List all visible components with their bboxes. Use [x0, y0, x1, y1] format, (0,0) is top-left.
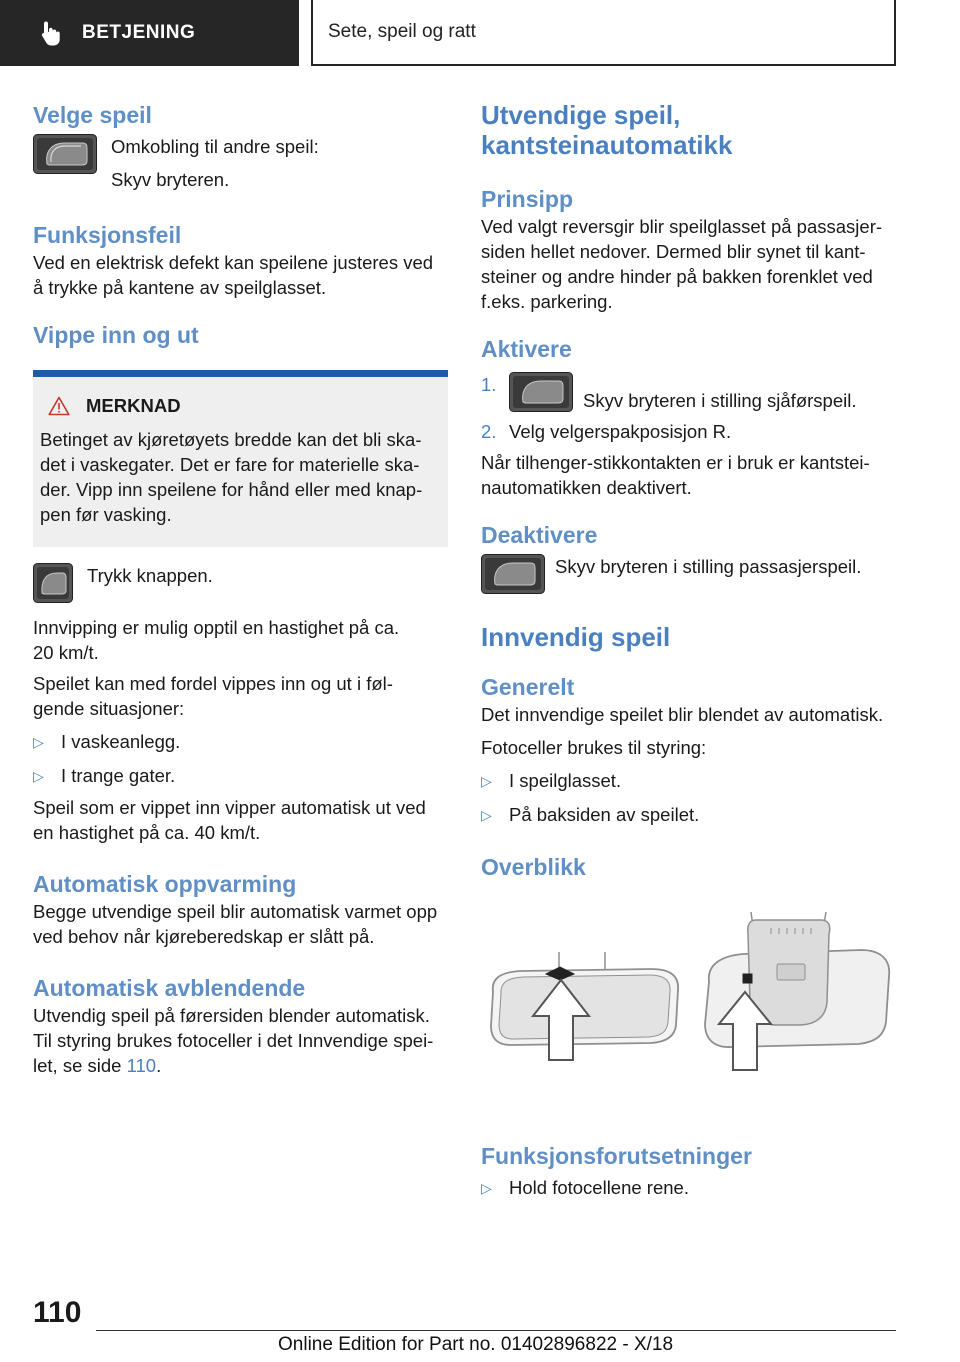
step-text: Skyv bryteren i stilling sjåførspeil.: [583, 390, 857, 411]
note-box: [33, 370, 448, 547]
mirror-front-view: [491, 952, 678, 1060]
bullet-text: I speilglasset.: [509, 770, 622, 791]
deaktivere-text: Skyv bryteren i stilling passasjerspeil.: [555, 556, 862, 577]
heading-deaktivere: Deaktivere: [481, 522, 598, 548]
fold-button-text: Trykk knappen.: [87, 565, 213, 586]
funksjonsfeil-text: Ved en elektrisk defekt kan speilene justeres ved å trykke på kantene av speilglasset.: [33, 252, 434, 298]
chapter-title: Sete, speil og ratt: [328, 21, 476, 42]
heading-generelt: Generelt: [481, 674, 575, 700]
deaktivere-row: [481, 554, 896, 594]
avblendende-text: [33, 1003, 448, 1078]
mirror-switch-icon: [33, 134, 97, 174]
vippe-p1a: Innvipping er mulig opptil en hastighet på ca.: [33, 617, 400, 638]
heading-velge-speil: Velge speil: [33, 102, 152, 128]
triangle-bullet-icon: ▷: [33, 768, 44, 784]
note-header: [40, 395, 440, 417]
bullet-text: I vaskeanlegg.: [61, 731, 181, 752]
triangle-bullet-icon: ▷: [481, 773, 492, 789]
heading-oppvarming: Automatisk oppvarming: [33, 871, 297, 897]
triangle-bullet-icon: ▷: [481, 807, 492, 823]
step-number: 2.: [481, 421, 497, 442]
fold-button-row: [33, 563, 448, 603]
note-title: MERKNAD: [86, 395, 181, 416]
bullet-text: Hold fotocellene rene.: [509, 1177, 689, 1198]
vippe-p1b: 20 km/t.: [33, 642, 99, 663]
generelt-text: Det innvendige speilet blir blendet av automatisk.: [481, 704, 884, 725]
velge-row: [33, 134, 448, 192]
list-item: [33, 763, 448, 789]
page-number: 110: [33, 1296, 82, 1329]
section-tab: [0, 0, 299, 66]
oppvarming-text: Begge utvendige speil blir automatisk varmet opp ved behov når kjøreberedskap er slått på.: [33, 901, 438, 947]
heading-kantstein-l1: Utvendige speil,: [481, 100, 681, 130]
heading-avblendende: Automatisk avblendende: [33, 975, 306, 1001]
generelt-text-2: Fotoceller brukes til styring:: [481, 737, 707, 758]
aktivere-text: Når tilhenger-stikkontakten er i bruk er kantstei- nautomatikken deaktivert.: [481, 452, 870, 498]
step-text: Velg velgerspakposisjon R.: [509, 421, 732, 442]
mirror-switch-icon: [481, 554, 545, 594]
page-header: [0, 0, 960, 66]
fold-mirror-button-icon: [33, 563, 73, 603]
list-item: [481, 1175, 896, 1201]
section-name: BETJENING: [82, 22, 196, 43]
heading-overblikk: Overblikk: [481, 854, 586, 880]
hand-pointer-icon: [40, 20, 64, 46]
heading-funksjonsfeil: Funksjonsfeil: [33, 222, 182, 248]
right-column: [481, 100, 896, 1201]
heading-innvendig: Innvendig speil: [481, 622, 671, 652]
heading-vippe: Vippe inn og ut: [33, 322, 199, 348]
heading-prinsipp: Prinsipp: [481, 186, 574, 212]
list-item: [33, 729, 448, 755]
triangle-bullet-icon: ▷: [481, 1180, 492, 1196]
list-item: [481, 802, 896, 828]
avblendende-body: Utvendig speil på førersiden blender automatisk. Til styring brukes fotoceller i det Innvendige spei- let, se side: [33, 1005, 434, 1076]
mirror-switch-icon: [509, 372, 573, 412]
prinsipp-text: Ved valgt reversgir blir speilglasset på passasjer- siden hellet nedover. Dermed blir synet til kant- steiner og andre hinder på bakken forenklet ved f.eks. parkering.: [481, 216, 883, 312]
triangle-bullet-icon: ▷: [33, 734, 44, 750]
bullet-text: På baksiden av speilet.: [509, 804, 700, 825]
heading-forutsetninger: Funksjonsforutsetninger: [481, 1143, 752, 1169]
left-column: [33, 100, 448, 1078]
warning-icon: [48, 396, 70, 416]
note-text: Betinget av kjøretøyets bredde kan det bli ska- det i vaskegater. Det er fare for materielle ska- der. Vipp inn speilene for hånd eller med knap- pen før vasking.: [40, 429, 423, 525]
heading-kantstein-l2: kantsteinautomatikk: [481, 130, 733, 160]
list-item: [481, 419, 896, 444]
bullet-text: I trange gater.: [61, 765, 176, 786]
vippe-p3: Speil som er vippet inn vipper automatisk ut ved en hastighet på ca. 40 km/t.: [33, 797, 426, 843]
vippe-p2: Speilet kan med fordel vippes inn og ut i føl- gende situasjoner:: [33, 673, 393, 719]
edition-text: Online Edition for Part no. 01402896822 - X/18: [278, 1334, 674, 1355]
velge-line-1: Omkobling til andre speil:: [111, 136, 319, 157]
chapter-box: [311, 0, 896, 66]
heading-aktivere: Aktivere: [481, 336, 572, 362]
list-item: [481, 768, 896, 794]
velge-line-2: Skyv bryteren.: [111, 169, 230, 190]
avblendende-end: .: [156, 1055, 162, 1076]
step-number: 1.: [481, 374, 497, 395]
rearview-mirror-illustration: [481, 912, 896, 1112]
page-link[interactable]: 110: [126, 1055, 157, 1076]
mirror-rear-view: [705, 912, 889, 1070]
list-item: [481, 372, 896, 413]
footer-divider: [96, 1330, 896, 1331]
